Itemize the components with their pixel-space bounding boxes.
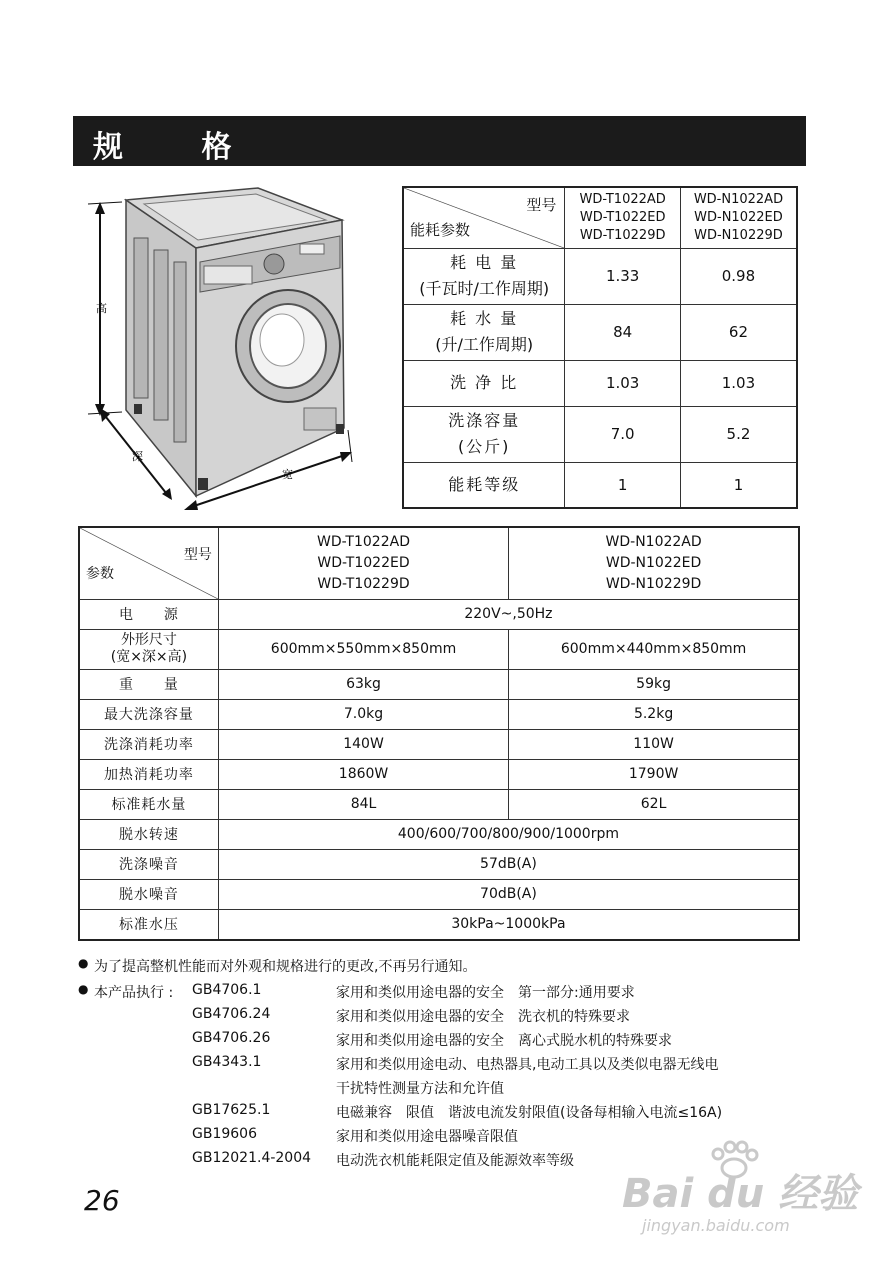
energy-header-row [403,187,797,248]
model-name: WD-N1022AD [693,191,784,207]
row-label: 洗涤容量 (公斤) [403,406,565,462]
spec-header-row [79,527,799,599]
standard-code: GB4706.1 [192,982,262,998]
row-label: 外形尺寸 (宽×深×高) [79,629,218,669]
page-number: 26 [84,1184,120,1217]
table-row [79,599,799,629]
model-name: WD-T1022ED [317,554,410,571]
table-row [403,360,797,406]
table-cell: 62L [509,789,799,819]
row-label: 能耗等级 [403,462,565,508]
row-label: 脱水转速 [79,819,218,849]
table-row [403,462,797,508]
model-n-header [509,527,799,599]
model-t-header [218,527,508,599]
model-t-header [565,187,681,248]
table-cell: 5.2 [680,406,797,462]
row-label: 标准耗水量 [79,789,218,819]
table-cell: 30kPa~1000kPa [218,909,799,940]
row-label: 最大洗涤容量 [79,699,218,729]
row-label: 耗 水 量 (升/工作周期) [403,304,565,360]
table-cell: 1.03 [680,360,797,406]
model-n-header [680,187,797,248]
page-title: 规 格 [93,130,266,165]
table-cell: 62 [680,304,797,360]
param-header-label: 参数 [86,565,114,582]
height-label: 高 [96,302,107,315]
model-name: WD-T10229D [579,227,666,243]
table-cell: 140W [218,729,508,759]
row-label: 洗涤消耗功率 [79,729,218,759]
watermark-sub: jingyan.baidu.com [642,1216,790,1235]
title-bar [73,116,806,166]
standard-desc: 家用和类似用途电动、电热器具,电动工具以及类似电器无线电 [336,1057,719,1073]
standard-desc: 家用和类似用途电器的安全 洗衣机的特殊要求 [336,1009,630,1025]
table-row [79,909,799,940]
standard-desc: 电磁兼容 限值 谐波电流发射限值(设备每相输入电流≤16A) [336,1105,723,1121]
table-row [403,304,797,360]
depth-label: 深 [132,450,143,463]
table-row [403,248,797,304]
row-label: 耗 电 量 (千瓦时/工作周期) [403,248,565,304]
model-name: WD-T1022ED [579,209,666,225]
table-cell: 57dB(A) [218,849,799,879]
row-label: 洗 净 比 [403,360,565,406]
energy-header-corner [403,187,565,248]
row-label: 洗涤噪音 [79,849,218,879]
table-cell: 220V~,50Hz [218,599,799,629]
watermark-main: Bai du 经验 [622,1171,859,1217]
standard-code: GB12021.4-2004 [192,1150,312,1166]
table-cell: 84L [218,789,508,819]
table-cell: 1 [565,462,681,508]
model-header-label: 型号 [183,547,212,563]
standard-code: GB4706.26 [192,1030,271,1046]
table-cell: 7.0kg [218,699,508,729]
model-name: WD-N10229D [605,575,702,592]
table-row [79,759,799,789]
model-name: WD-T1022AD [317,533,410,550]
standard-desc: 电动洗衣机能耗限定值及能源效率等级 [336,1153,574,1169]
model-name: WD-T10229D [317,575,410,592]
row-label: 重 量 [79,669,218,699]
table-cell: 84 [565,304,681,360]
specification-table [78,526,800,941]
width-label: 宽 [282,468,293,481]
table-row [79,789,799,819]
bullet-icon: ● [78,982,89,996]
table-cell: 600mm×440mm×850mm [509,629,799,669]
table-cell: 7.0 [565,406,681,462]
standard-code: GB4706.24 [192,1006,271,1022]
table-cell: 1790W [509,759,799,789]
standard-code: GB17625.1 [192,1102,271,1118]
model-header-label: 型号 [526,196,557,214]
table-cell: 1860W [218,759,508,789]
row-label: 电 源 [79,599,218,629]
table-cell: 59kg [509,669,799,699]
table-cell: 63kg [218,669,508,699]
row-label: 脱水噪音 [79,879,218,909]
standard-desc: 家用和类似用途电器的安全 离心式脱水机的特殊要求 [336,1033,672,1049]
table-cell: 5.2kg [509,699,799,729]
table-row [79,629,799,669]
model-name: WD-N1022AD [605,533,702,550]
param-header-label: 能耗参数 [410,220,471,239]
table-cell: 1 [680,462,797,508]
energy-consumption-table [402,186,798,509]
table-row [79,669,799,699]
standard-desc: 家用和类似用途电器的安全 第一部分:通用要求 [336,985,635,1001]
row-label: 加热消耗功率 [79,759,218,789]
model-name: WD-N1022ED [694,209,783,225]
table-row [79,729,799,759]
table-row [79,879,799,909]
table-row [403,406,797,462]
table-row [79,699,799,729]
standard-desc: 干扰特性测量方法和允许值 [336,1081,504,1097]
washing-machine-illustration [78,178,400,518]
spec-header-corner [79,527,218,599]
model-name: WD-N10229D [694,227,783,243]
table-cell: 600mm×550mm×850mm [218,629,508,669]
bullet-icon: ● [78,956,89,970]
table-cell: 400/600/700/800/900/1000rpm [218,819,799,849]
standard-desc: 家用和类似用途电器噪音限值 [336,1129,518,1145]
model-name: WD-N1022ED [605,554,702,571]
model-name: WD-T1022AD [579,191,666,207]
table-row [79,849,799,879]
table-cell: 70dB(A) [218,879,799,909]
table-cell: 0.98 [680,248,797,304]
standard-code: GB19606 [192,1126,257,1142]
table-cell: 1.33 [565,248,681,304]
table-row [79,819,799,849]
standard-code: GB4343.1 [192,1054,262,1070]
row-label: 标准水压 [79,909,218,940]
table-cell: 1.03 [565,360,681,406]
table-cell: 110W [509,729,799,759]
